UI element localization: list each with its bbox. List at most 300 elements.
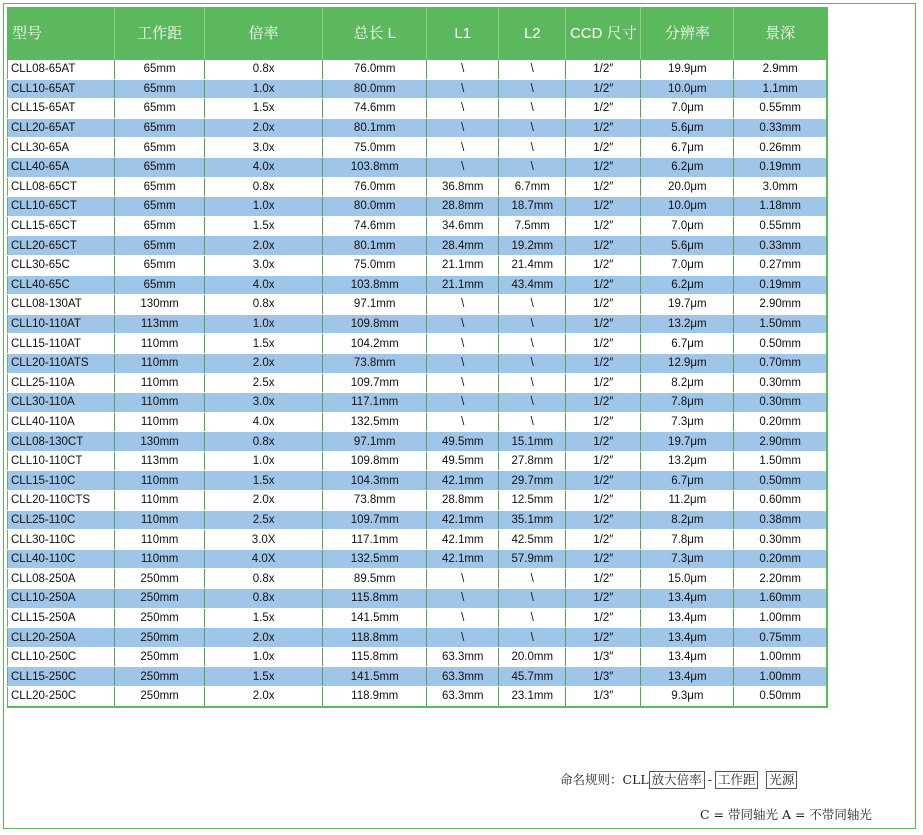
cell-l1: \ [427, 334, 499, 354]
light-source-legend: C = 带同轴光 A = 不带同轴光 [700, 807, 872, 822]
table-header-row [8, 7, 828, 60]
cell-total-length: 117.1mm [323, 393, 427, 413]
cell-depth-of-field: 0.55mm [734, 99, 827, 119]
cell-resolution: 6.7μm [641, 471, 734, 491]
cell-total-length: 80.1mm [323, 118, 427, 138]
cell-l1: 49.5mm [427, 451, 499, 471]
cell-magnification: 3.0x [205, 138, 323, 158]
cell-l2: 21.4mm [499, 255, 566, 275]
cell-depth-of-field: 0.50mm [734, 687, 827, 707]
cell-magnification: 0.8x [205, 589, 323, 609]
cell-l1: \ [427, 60, 499, 80]
cell-model: CLL30-110A [8, 393, 115, 413]
cell-total-length: 76.0mm [323, 60, 427, 80]
cell-model: CLL10-110AT [8, 314, 115, 334]
cell-total-length: 115.8mm [323, 589, 427, 609]
cell-depth-of-field: 0.26mm [734, 138, 827, 158]
naming-box-working-distance: 工作距 [715, 771, 759, 789]
cell-working-distance: 250mm [115, 647, 205, 667]
naming-box-light-source: 光源 [766, 771, 797, 789]
cell-l2: 18.7mm [499, 197, 566, 217]
table-row [8, 353, 828, 373]
cell-ccd-size: 1/2″ [566, 412, 641, 432]
cell-depth-of-field: 1.1mm [734, 79, 827, 99]
cell-ccd-size: 1/2″ [566, 353, 641, 373]
cell-total-length: 104.3mm [323, 471, 427, 491]
table-row [8, 608, 828, 628]
cell-model: CLL20-250C [8, 687, 115, 707]
cell-total-length: 141.5mm [323, 667, 427, 687]
cell-resolution: 7.8μm [641, 393, 734, 413]
cell-magnification: 1.5x [205, 667, 323, 687]
table-row [8, 687, 828, 707]
cell-l1: \ [427, 393, 499, 413]
cell-model: CLL10-110CT [8, 451, 115, 471]
table-row [8, 275, 828, 295]
naming-dash: - [707, 772, 712, 787]
cell-total-length: 80.0mm [323, 197, 427, 217]
cell-l1: \ [427, 99, 499, 119]
cell-l1: \ [427, 608, 499, 628]
cell-l2: \ [499, 353, 566, 373]
cell-model: CLL30-110C [8, 530, 115, 550]
cell-depth-of-field: 0.50mm [734, 471, 827, 491]
cell-resolution: 13.2μm [641, 314, 734, 334]
cell-total-length: 117.1mm [323, 530, 427, 550]
cell-depth-of-field: 3.0mm [734, 177, 827, 197]
cell-magnification: 0.8x [205, 177, 323, 197]
cell-resolution: 9.3μm [641, 687, 734, 707]
cell-model: CLL08-130CT [8, 432, 115, 452]
cell-model: CLL10-250C [8, 647, 115, 667]
cell-ccd-size: 1/2″ [566, 628, 641, 648]
cell-l2: 6.7mm [499, 177, 566, 197]
table-row [8, 393, 828, 413]
cell-l2: 27.8mm [499, 451, 566, 471]
cell-resolution: 19.7μm [641, 295, 734, 315]
table-row [8, 79, 828, 99]
cell-l1: 36.8mm [427, 177, 499, 197]
cell-total-length: 109.7mm [323, 510, 427, 530]
cell-resolution: 13.4μm [641, 589, 734, 609]
cell-total-length: 118.9mm [323, 687, 427, 707]
cell-l1: 21.1mm [427, 275, 499, 295]
cell-depth-of-field: 0.19mm [734, 157, 827, 177]
cell-l2: 7.5mm [499, 216, 566, 236]
cell-working-distance: 65mm [115, 138, 205, 158]
cell-total-length: 76.0mm [323, 177, 427, 197]
cell-l1: 34.6mm [427, 216, 499, 236]
cell-resolution: 6.2μm [641, 157, 734, 177]
cell-resolution: 13.4μm [641, 608, 734, 628]
cell-l1: \ [427, 373, 499, 393]
cell-ccd-size: 1/2″ [566, 177, 641, 197]
table-row [8, 647, 828, 667]
cell-l2: \ [499, 314, 566, 334]
cell-l1: 49.5mm [427, 432, 499, 452]
cell-working-distance: 65mm [115, 157, 205, 177]
table-row [8, 60, 828, 80]
cell-total-length: 74.6mm [323, 216, 427, 236]
table-row [8, 549, 828, 569]
cell-magnification: 0.8x [205, 295, 323, 315]
cell-l2: \ [499, 608, 566, 628]
cell-l2: 42.5mm [499, 530, 566, 550]
cell-total-length: 104.2mm [323, 334, 427, 354]
cell-model: CLL08-250A [8, 569, 115, 589]
cell-model: CLL15-65AT [8, 99, 115, 119]
cell-total-length: 74.6mm [323, 99, 427, 119]
cell-ccd-size: 1/2″ [566, 295, 641, 315]
cell-ccd-size: 1/2″ [566, 451, 641, 471]
cell-ccd-size: 1/2″ [566, 157, 641, 177]
cell-total-length: 132.5mm [323, 412, 427, 432]
cell-resolution: 8.2μm [641, 373, 734, 393]
cell-ccd-size: 1/2″ [566, 314, 641, 334]
cell-resolution: 19.9μm [641, 60, 734, 80]
cell-working-distance: 65mm [115, 177, 205, 197]
cell-resolution: 19.7μm [641, 432, 734, 452]
cell-l1: \ [427, 628, 499, 648]
cell-l2: 29.7mm [499, 471, 566, 491]
cell-model: CLL20-250A [8, 628, 115, 648]
cell-total-length: 73.8mm [323, 353, 427, 373]
cell-magnification: 2.0x [205, 353, 323, 373]
cell-resolution: 11.2μm [641, 491, 734, 511]
cell-l2: \ [499, 334, 566, 354]
cell-working-distance: 110mm [115, 491, 205, 511]
cell-depth-of-field: 2.20mm [734, 569, 827, 589]
cell-working-distance: 65mm [115, 216, 205, 236]
cell-working-distance: 130mm [115, 432, 205, 452]
cell-magnification: 0.8x [205, 569, 323, 589]
cell-depth-of-field: 1.50mm [734, 451, 827, 471]
cell-depth-of-field: 0.20mm [734, 412, 827, 432]
table-row [8, 471, 828, 491]
cell-magnification: 0.8x [205, 60, 323, 80]
cell-depth-of-field: 1.00mm [734, 647, 827, 667]
cell-model: CLL25-110C [8, 510, 115, 530]
cell-l2: 35.1mm [499, 510, 566, 530]
cell-total-length: 141.5mm [323, 608, 427, 628]
cell-magnification: 4.0X [205, 549, 323, 569]
cell-ccd-size: 1/2″ [566, 432, 641, 452]
cell-ccd-size: 1/2″ [566, 99, 641, 119]
cell-magnification: 4.0x [205, 157, 323, 177]
cell-working-distance: 65mm [115, 60, 205, 80]
cell-model: CLL40-65A [8, 157, 115, 177]
cell-magnification: 0.8x [205, 432, 323, 452]
header-l1: L1 [427, 7, 499, 60]
cell-working-distance: 110mm [115, 471, 205, 491]
table-row [8, 432, 828, 452]
cell-l2: \ [499, 295, 566, 315]
header-depth-of-field: 景深 [734, 7, 827, 60]
table-row [8, 530, 828, 550]
cell-resolution: 13.4μm [641, 628, 734, 648]
cell-l1: 63.3mm [427, 647, 499, 667]
cell-magnification: 1.0x [205, 647, 323, 667]
cell-ccd-size: 1/2″ [566, 510, 641, 530]
cell-l2: \ [499, 373, 566, 393]
cell-l2: \ [499, 393, 566, 413]
table-row [8, 295, 828, 315]
cell-ccd-size: 1/2″ [566, 491, 641, 511]
cell-depth-of-field: 0.33mm [734, 118, 827, 138]
cell-resolution: 5.6μm [641, 118, 734, 138]
cell-depth-of-field: 0.27mm [734, 255, 827, 275]
cell-model: CLL15-250A [8, 608, 115, 628]
cell-l1: \ [427, 138, 499, 158]
cell-depth-of-field: 0.38mm [734, 510, 827, 530]
cell-l2: 19.2mm [499, 236, 566, 256]
cell-model: CLL30-65C [8, 255, 115, 275]
cell-resolution: 5.6μm [641, 236, 734, 256]
cell-model: CLL25-110A [8, 373, 115, 393]
cell-l2: \ [499, 138, 566, 158]
naming-rule [560, 770, 797, 789]
cell-model: CLL08-130AT [8, 295, 115, 315]
cell-resolution: 13.4μm [641, 667, 734, 687]
cell-l1: \ [427, 314, 499, 334]
cell-model: CLL20-110CTS [8, 491, 115, 511]
cell-depth-of-field: 0.19mm [734, 275, 827, 295]
cell-l1: \ [427, 79, 499, 99]
cell-resolution: 7.0μm [641, 99, 734, 119]
cell-l2: \ [499, 589, 566, 609]
cell-l2: 43.4mm [499, 275, 566, 295]
table-row [8, 373, 828, 393]
cell-resolution: 6.2μm [641, 275, 734, 295]
cell-l1: 28.8mm [427, 197, 499, 217]
cell-depth-of-field: 2.90mm [734, 295, 827, 315]
cell-working-distance: 65mm [115, 118, 205, 138]
cell-total-length: 109.8mm [323, 314, 427, 334]
cell-depth-of-field: 0.33mm [734, 236, 827, 256]
table-row [8, 628, 828, 648]
cell-l1: 42.1mm [427, 510, 499, 530]
cell-l1: 63.3mm [427, 667, 499, 687]
cell-model: CLL10-65AT [8, 79, 115, 99]
cell-model: CLL20-65AT [8, 118, 115, 138]
lens-spec-table [7, 7, 828, 708]
cell-total-length: 75.0mm [323, 255, 427, 275]
cell-l2: 45.7mm [499, 667, 566, 687]
cell-ccd-size: 1/2″ [566, 197, 641, 217]
cell-ccd-size: 1/2″ [566, 60, 641, 80]
cell-l2: 15.1mm [499, 432, 566, 452]
cell-ccd-size: 1/3″ [566, 667, 641, 687]
cell-model: CLL40-65C [8, 275, 115, 295]
cell-resolution: 8.2μm [641, 510, 734, 530]
cell-depth-of-field: 0.30mm [734, 393, 827, 413]
cell-ccd-size: 1/2″ [566, 471, 641, 491]
cell-l1: \ [427, 353, 499, 373]
cell-working-distance: 110mm [115, 373, 205, 393]
cell-l2: \ [499, 79, 566, 99]
cell-resolution: 10.0μm [641, 79, 734, 99]
cell-working-distance: 110mm [115, 530, 205, 550]
table-row [8, 667, 828, 687]
cell-depth-of-field: 0.30mm [734, 373, 827, 393]
cell-l2: 23.1mm [499, 687, 566, 707]
cell-total-length: 109.7mm [323, 373, 427, 393]
cell-depth-of-field: 1.00mm [734, 608, 827, 628]
cell-working-distance: 65mm [115, 275, 205, 295]
cell-l1: 21.1mm [427, 255, 499, 275]
cell-depth-of-field: 0.30mm [734, 530, 827, 550]
cell-model: CLL15-250C [8, 667, 115, 687]
cell-l1: \ [427, 157, 499, 177]
cell-total-length: 80.1mm [323, 236, 427, 256]
cell-l1: \ [427, 295, 499, 315]
cell-depth-of-field: 2.90mm [734, 432, 827, 452]
cell-magnification: 1.5x [205, 216, 323, 236]
cell-total-length: 118.8mm [323, 628, 427, 648]
cell-working-distance: 250mm [115, 589, 205, 609]
cell-magnification: 1.5x [205, 471, 323, 491]
cell-ccd-size: 1/3″ [566, 647, 641, 667]
cell-working-distance: 250mm [115, 608, 205, 628]
cell-depth-of-field: 2.9mm [734, 60, 827, 80]
header-l2: L2 [499, 7, 566, 60]
cell-total-length: 103.8mm [323, 157, 427, 177]
cell-l1: 42.1mm [427, 549, 499, 569]
cell-working-distance: 110mm [115, 353, 205, 373]
cell-depth-of-field: 0.75mm [734, 628, 827, 648]
cell-ccd-size: 1/3″ [566, 687, 641, 707]
table-row [8, 589, 828, 609]
table-row [8, 177, 828, 197]
cell-l1: 28.8mm [427, 491, 499, 511]
cell-ccd-size: 1/2″ [566, 216, 641, 236]
cell-working-distance: 65mm [115, 236, 205, 256]
cell-magnification: 2.0x [205, 236, 323, 256]
table-row [8, 491, 828, 511]
cell-total-length: 73.8mm [323, 491, 427, 511]
cell-resolution: 6.7μm [641, 138, 734, 158]
cell-l2: \ [499, 628, 566, 648]
cell-ccd-size: 1/2″ [566, 373, 641, 393]
cell-working-distance: 65mm [115, 255, 205, 275]
cell-magnification: 1.0x [205, 314, 323, 334]
cell-total-length: 80.0mm [323, 79, 427, 99]
table-row [8, 118, 828, 138]
table-row [8, 236, 828, 256]
cell-working-distance: 113mm [115, 451, 205, 471]
cell-resolution: 7.0μm [641, 216, 734, 236]
cell-depth-of-field: 1.60mm [734, 589, 827, 609]
cell-l2: 57.9mm [499, 549, 566, 569]
cell-magnification: 2.0x [205, 687, 323, 707]
table-row [8, 99, 828, 119]
cell-ccd-size: 1/2″ [566, 138, 641, 158]
table-row [8, 569, 828, 589]
cell-model: CLL30-65A [8, 138, 115, 158]
cell-model: CLL20-65CT [8, 236, 115, 256]
document-frame [3, 3, 916, 829]
cell-working-distance: 250mm [115, 569, 205, 589]
cell-resolution: 20.0μm [641, 177, 734, 197]
cell-magnification: 3.0x [205, 255, 323, 275]
cell-total-length: 115.8mm [323, 647, 427, 667]
cell-total-length: 109.8mm [323, 451, 427, 471]
cell-magnification: 1.0x [205, 197, 323, 217]
cell-magnification: 2.0x [205, 628, 323, 648]
cell-ccd-size: 1/2″ [566, 549, 641, 569]
cell-magnification: 1.5x [205, 99, 323, 119]
cell-working-distance: 250mm [115, 687, 205, 707]
cell-resolution: 7.8μm [641, 530, 734, 550]
cell-working-distance: 113mm [115, 314, 205, 334]
cell-l2: 12.5mm [499, 491, 566, 511]
cell-l1: 28.4mm [427, 236, 499, 256]
table-body [8, 60, 828, 707]
cell-ccd-size: 1/2″ [566, 255, 641, 275]
table-row [8, 510, 828, 530]
cell-model: CLL40-110C [8, 549, 115, 569]
cell-l2: \ [499, 99, 566, 119]
cell-working-distance: 65mm [115, 197, 205, 217]
naming-rule-prefix: 命名规则：CLL [560, 772, 649, 787]
cell-l2: \ [499, 569, 566, 589]
cell-l1: \ [427, 118, 499, 138]
cell-ccd-size: 1/2″ [566, 393, 641, 413]
cell-depth-of-field: 0.20mm [734, 549, 827, 569]
cell-magnification: 1.5x [205, 334, 323, 354]
cell-l1: \ [427, 589, 499, 609]
cell-l2: \ [499, 118, 566, 138]
cell-l1: \ [427, 569, 499, 589]
cell-ccd-size: 1/2″ [566, 334, 641, 354]
cell-total-length: 103.8mm [323, 275, 427, 295]
cell-magnification: 4.0x [205, 275, 323, 295]
table-row [8, 314, 828, 334]
cell-model: CLL15-110C [8, 471, 115, 491]
table-row [8, 255, 828, 275]
cell-ccd-size: 1/2″ [566, 118, 641, 138]
table-row [8, 451, 828, 471]
cell-l1: 42.1mm [427, 530, 499, 550]
table-row [8, 138, 828, 158]
cell-model: CLL10-250A [8, 589, 115, 609]
cell-model: CLL10-65CT [8, 197, 115, 217]
cell-working-distance: 250mm [115, 667, 205, 687]
cell-magnification: 1.0x [205, 79, 323, 99]
cell-ccd-size: 1/2″ [566, 569, 641, 589]
cell-working-distance: 65mm [115, 99, 205, 119]
cell-total-length: 97.1mm [323, 295, 427, 315]
cell-resolution: 13.2μm [641, 451, 734, 471]
cell-working-distance: 250mm [115, 628, 205, 648]
cell-magnification: 4.0x [205, 412, 323, 432]
cell-model: CLL15-110AT [8, 334, 115, 354]
cell-working-distance: 110mm [115, 510, 205, 530]
cell-depth-of-field: 0.50mm [734, 334, 827, 354]
cell-magnification: 2.0x [205, 491, 323, 511]
cell-magnification: 1.5x [205, 608, 323, 628]
cell-total-length: 89.5mm [323, 569, 427, 589]
cell-l1: \ [427, 412, 499, 432]
cell-ccd-size: 1/2″ [566, 236, 641, 256]
header-model: 型号 [8, 7, 115, 60]
table-row [8, 412, 828, 432]
cell-model: CLL20-110ATS [8, 353, 115, 373]
cell-total-length: 132.5mm [323, 549, 427, 569]
header-resolution: 分辨率 [641, 7, 734, 60]
cell-model: CLL08-65CT [8, 177, 115, 197]
cell-working-distance: 130mm [115, 295, 205, 315]
